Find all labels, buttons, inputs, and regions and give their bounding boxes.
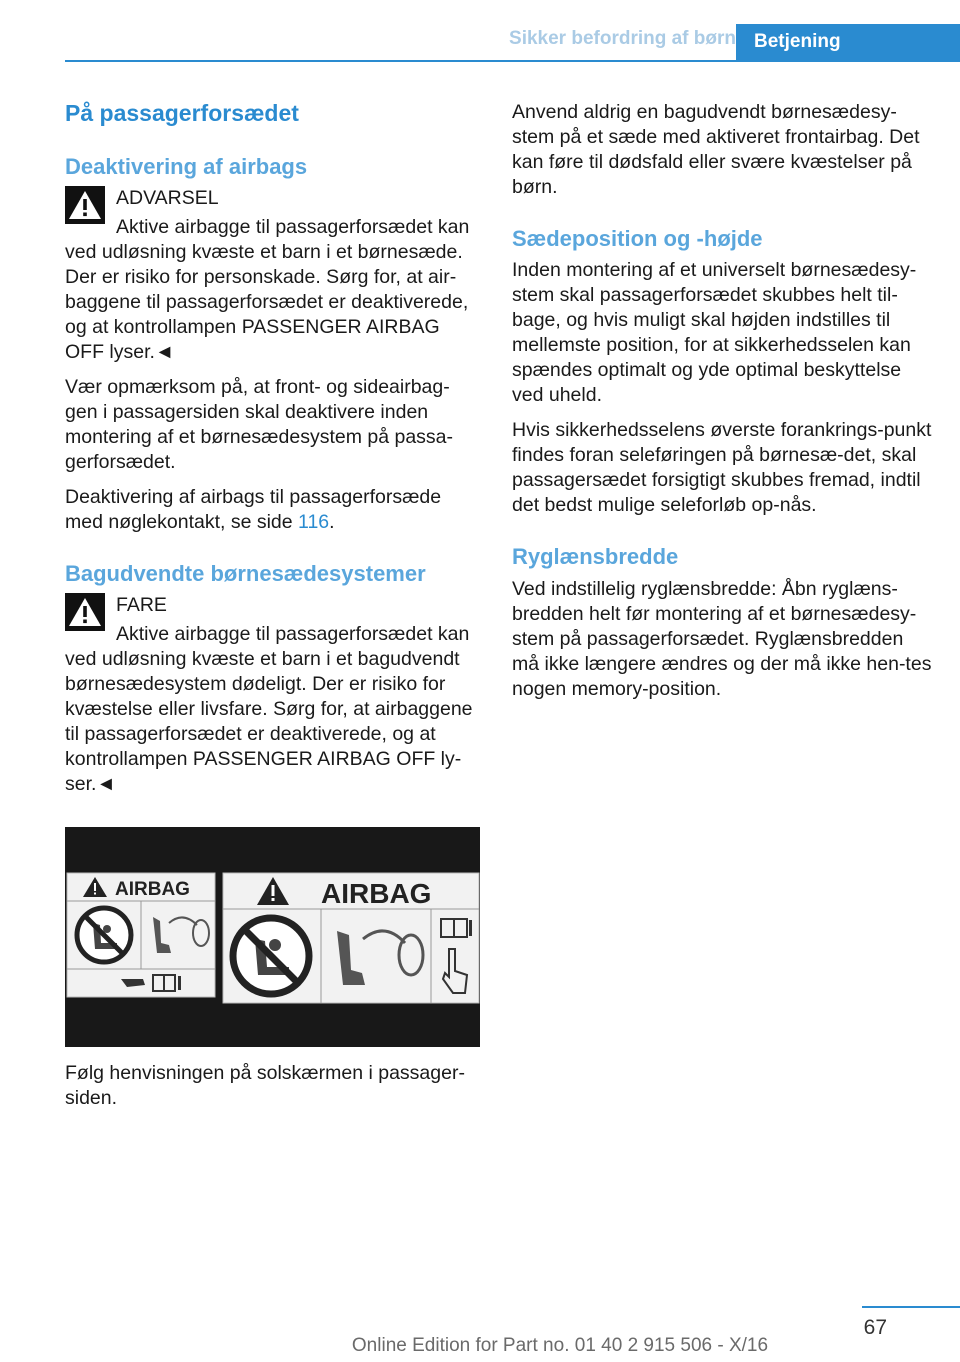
- sticker-small-label: AIRBAG: [115, 879, 190, 901]
- paragraph-never-rear-facing: Anvend aldrig en bagudvendt børnesædesy-stem på et sæde med aktiveret frontairbag. Det kan føre til dødsfald eller svære kvæstelser på børn.: [512, 101, 920, 198]
- header-chapter-tab: Betjening: [736, 24, 960, 62]
- no-child-seat-icon: [233, 918, 309, 994]
- airbag-sticker-figure: [65, 827, 480, 1047]
- right-column: [512, 100, 932, 712]
- edition-footer: Online Edition for Part no. 01 40 2 915 506 - X/16: [351, 1335, 769, 1356]
- paragraph-universal-seat: Inden montering af et universelt børnesædesy-stem skal passagerforsædet skubbes helt til-bage, og hvis muligt skal højden indstilles til mellemste position, for at sikkerhedsselen kan spændes optimalt og yde optimal beskyttelse ved uheld.: [512, 259, 917, 407]
- paragraph-front-side-airbag: Vær opmærksom på, at front- og sideairbag-gen i passagersiden skal deaktivere inden montering af et børnesædesystem på passa-gerforsædet.: [65, 375, 454, 473]
- sticker-large-label: AIRBAG: [321, 878, 432, 910]
- warning-label: ADVARSEL: [116, 186, 219, 209]
- figure-caption: Følg henvisningen på solskærmen i passager-siden.: [65, 1062, 465, 1110]
- paragraph-key-switch: Deaktivering af airbags til passagerforsæde med nøglekontakt, se side 116.: [65, 485, 442, 533]
- warning-triangle-icon: [65, 186, 105, 224]
- warning-text: Aktive airbagge til passagerforsædet kan ved udløsning kvæste et barn i et børnesæde. Der er risiko for personskade. Sørg for, at air-baggene til passagerforsædet er deaktiverede, og at kontrollampen PASSENGER AIRBAG OFF lyser.◄: [65, 215, 470, 363]
- warning-label: FARE: [116, 594, 167, 617]
- heading-rear-facing-seats: Bagudvendte børnesædesystemer: [65, 560, 426, 586]
- left-column: [65, 100, 480, 1121]
- warning-advarsel: [65, 186, 480, 365]
- paragraph-anchor-point: Hvis sikkerhedsselens øverste forankrings-punkt findes foran seleføringen på børnesæ-det, skal passagersædet forsigtigt skubbes fremad, indtil det bedst mulige seleforløb op-nås.: [512, 419, 932, 517]
- small-airbag-sticker: [67, 873, 215, 997]
- large-airbag-sticker: [223, 873, 479, 1003]
- warning-text: Aktive airbagge til passagerforsædet kan ved udløsning kvæste et barn i et bagudvendt børnesædesystem dødeligt. Der er risiko for kvæstelse eller livsfare. Sørg for, at airbaggene til passagerforsædet er deaktiverede, og at kontrollampen PASSENGER AIRBAG OFF ly-ser.◄: [65, 623, 473, 796]
- heading-backrest-width: Ryglænsbredde: [512, 544, 679, 570]
- page-title: På passagerforsædet: [65, 100, 299, 126]
- paragraph-backrest-width: Ved indstillelig ryglænsbredde: Åbn ryglæns-bredden helt før montering af et børnesædesy-stem på passagerforsædet. Ryglænsbredden må ikke længere ændres og der må ikke hen-tes nogen memory-position.: [512, 577, 932, 700]
- header-section-title: Sikker befordring af børn: [509, 28, 736, 49]
- heading-seat-position-height: Sædeposition og -højde: [512, 226, 763, 251]
- page-number: 67: [863, 1316, 887, 1339]
- no-child-seat-icon: [77, 908, 131, 962]
- page-link-116[interactable]: 116: [298, 510, 330, 533]
- warning-triangle-icon: [65, 593, 105, 631]
- footer-rule: [862, 1306, 960, 1308]
- heading-deactivate-airbags: Deaktivering af airbags: [65, 153, 308, 179]
- warning-fare: [65, 593, 480, 797]
